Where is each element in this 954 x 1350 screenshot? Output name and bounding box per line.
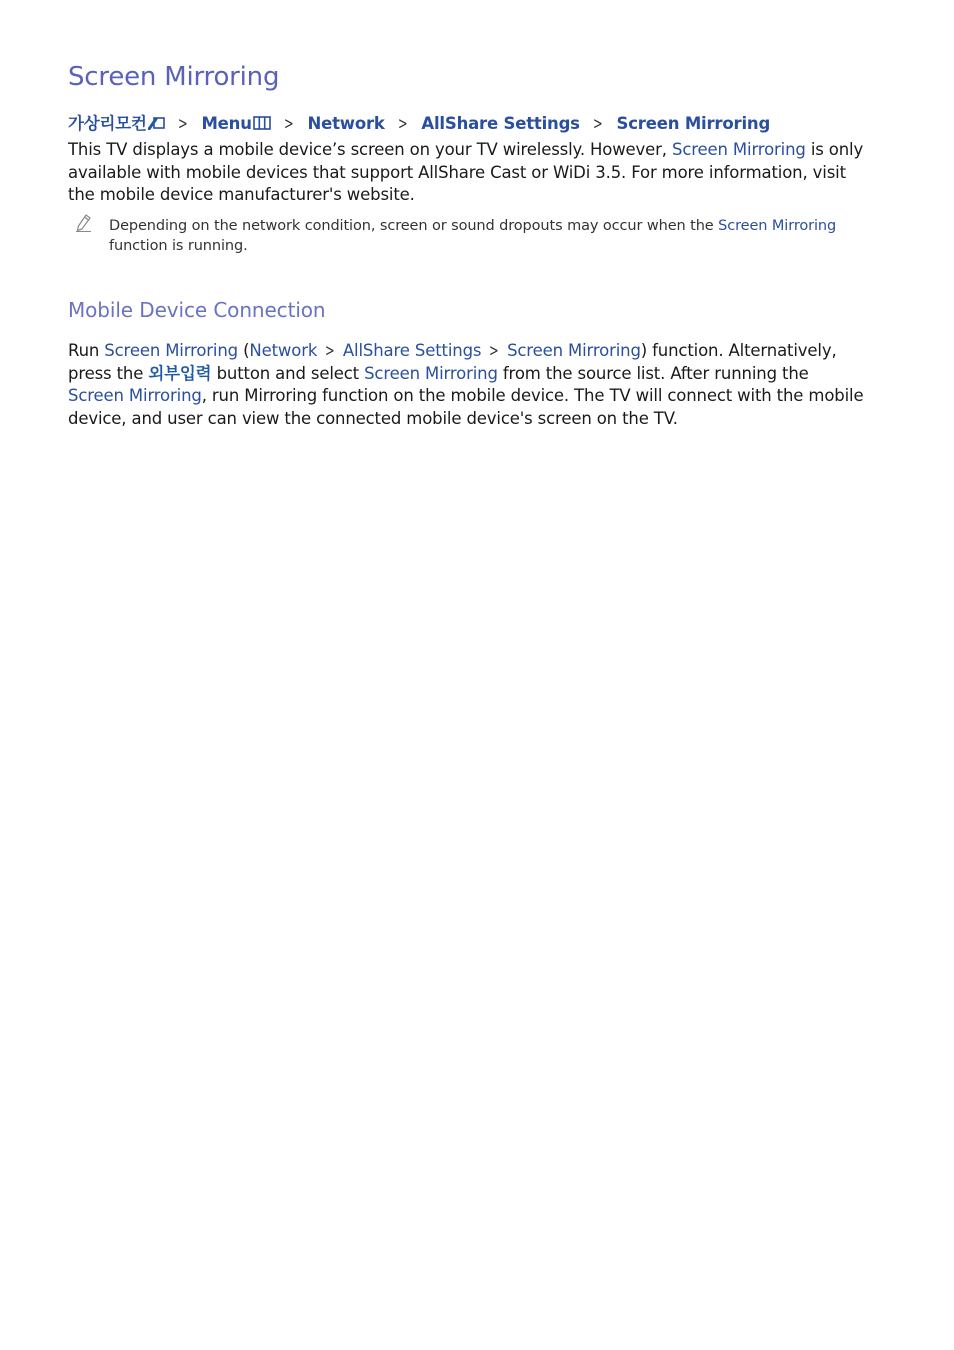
section-title: Mobile Device Connection	[68, 298, 326, 322]
breadcrumb-separator: >	[284, 114, 294, 133]
allshare-settings-link[interactable]: AllShare Settings	[342, 341, 482, 360]
menu-grid-icon	[253, 116, 271, 130]
path-separator: >	[325, 341, 335, 360]
breadcrumb-remote[interactable]: 가상리모컨	[68, 114, 147, 133]
breadcrumb-separator: >	[593, 114, 603, 133]
breadcrumb-allshare-settings[interactable]: AllShare Settings	[421, 114, 580, 133]
breadcrumb-separator: >	[398, 114, 408, 133]
section-text: , run Mirroring function on the mobile device. The TV will connect with the mobile device, and user can view the connected mobile device's screen on the TV.	[68, 386, 864, 428]
section-text: ) function. Alternatively, press the	[68, 341, 837, 383]
note-text	[109, 216, 859, 256]
source-button-label[interactable]: 외부입력	[148, 363, 212, 383]
breadcrumb-network[interactable]: Network	[307, 114, 385, 133]
screen-mirroring-link[interactable]: Screen Mirroring	[672, 140, 806, 159]
network-link[interactable]: Network	[249, 341, 318, 360]
intro-text: is only available with mobile devices that support AllShare Cast or WiDi 3.5. For more information, visit the mobile device manufacturer's website.	[68, 140, 864, 204]
screen-mirroring-link[interactable]: Screen Mirroring	[68, 386, 202, 405]
intro-paragraph	[68, 139, 868, 207]
section-text: Run	[68, 341, 105, 360]
note-text-part: Depending on the network condition, screen or sound dropouts may occur when the	[109, 218, 719, 234]
screen-mirroring-link[interactable]: Screen Mirroring	[507, 341, 641, 360]
breadcrumb	[68, 110, 770, 134]
section-text: button and select	[211, 363, 365, 383]
note-text-part: function is running.	[109, 238, 248, 254]
remote-icon	[148, 116, 165, 130]
section-text: (	[238, 341, 250, 360]
page-title: Screen Mirroring	[68, 62, 280, 92]
breadcrumb-menu[interactable]: Menu	[201, 114, 252, 133]
breadcrumb-separator: >	[178, 114, 188, 133]
section-paragraph	[68, 340, 868, 430]
screen-mirroring-link[interactable]: Screen Mirroring	[104, 341, 238, 360]
intro-text: This TV displays a mobile device’s screen on your TV wirelessly. However,	[68, 140, 673, 159]
screen-mirroring-link[interactable]: Screen Mirroring	[718, 218, 837, 234]
screen-mirroring-link[interactable]: Screen Mirroring	[364, 363, 498, 383]
section-text: from the source list. After running the	[497, 363, 809, 383]
breadcrumb-screen-mirroring[interactable]: Screen Mirroring	[616, 114, 771, 133]
path-separator: >	[489, 341, 500, 360]
pencil-note-icon	[76, 214, 92, 232]
